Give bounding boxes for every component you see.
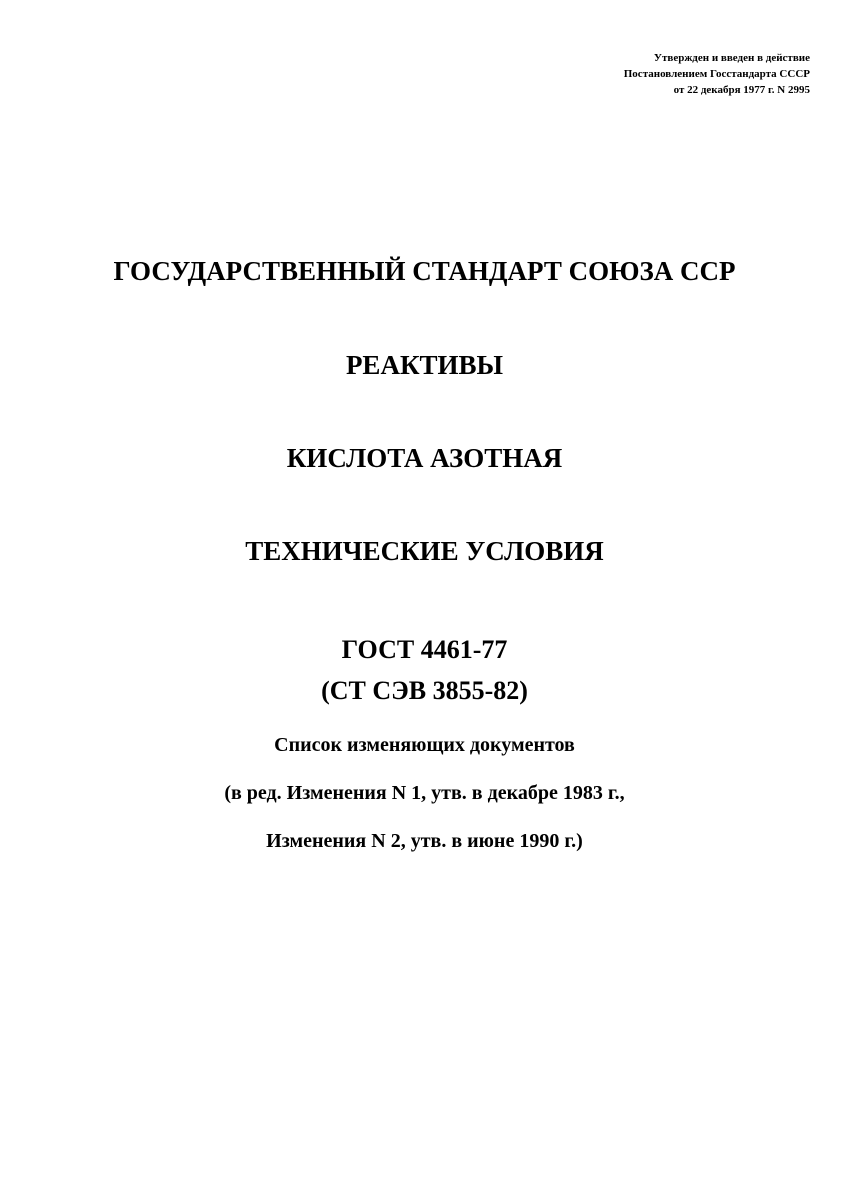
category-title: РЕАКТИВЫ — [345, 350, 504, 380]
amendment-line-2: Изменения N 2, утв. в июне 1990 г.) — [266, 830, 583, 852]
standard-title: ГОСУДАРСТВЕННЫЙ СТАНДАРТ СОЮЗА ССР — [113, 256, 736, 286]
amendments-heading: Список изменяющих документов — [274, 734, 575, 756]
gost-number: ГОСТ 4461-77 — [341, 635, 508, 664]
product-title: КИСЛОТА АЗОТНАЯ — [286, 443, 563, 473]
approval-block — [624, 50, 810, 98]
approval-line-3: от 22 декабря 1977 г. N 2995 — [673, 84, 810, 96]
approval-line-2: Постановлением Госстандарта СССР — [623, 68, 810, 80]
approval-line-1: Утвержден и введен в действие — [653, 52, 810, 64]
sev-number: (СТ СЭВ 3855-82) — [321, 676, 528, 705]
spec-title: ТЕХНИЧЕСКИЕ УСЛОВИЯ — [245, 536, 604, 566]
amendment-line-1: (в ред. Изменения N 1, утв. в декабре 1983 г., — [224, 782, 625, 804]
